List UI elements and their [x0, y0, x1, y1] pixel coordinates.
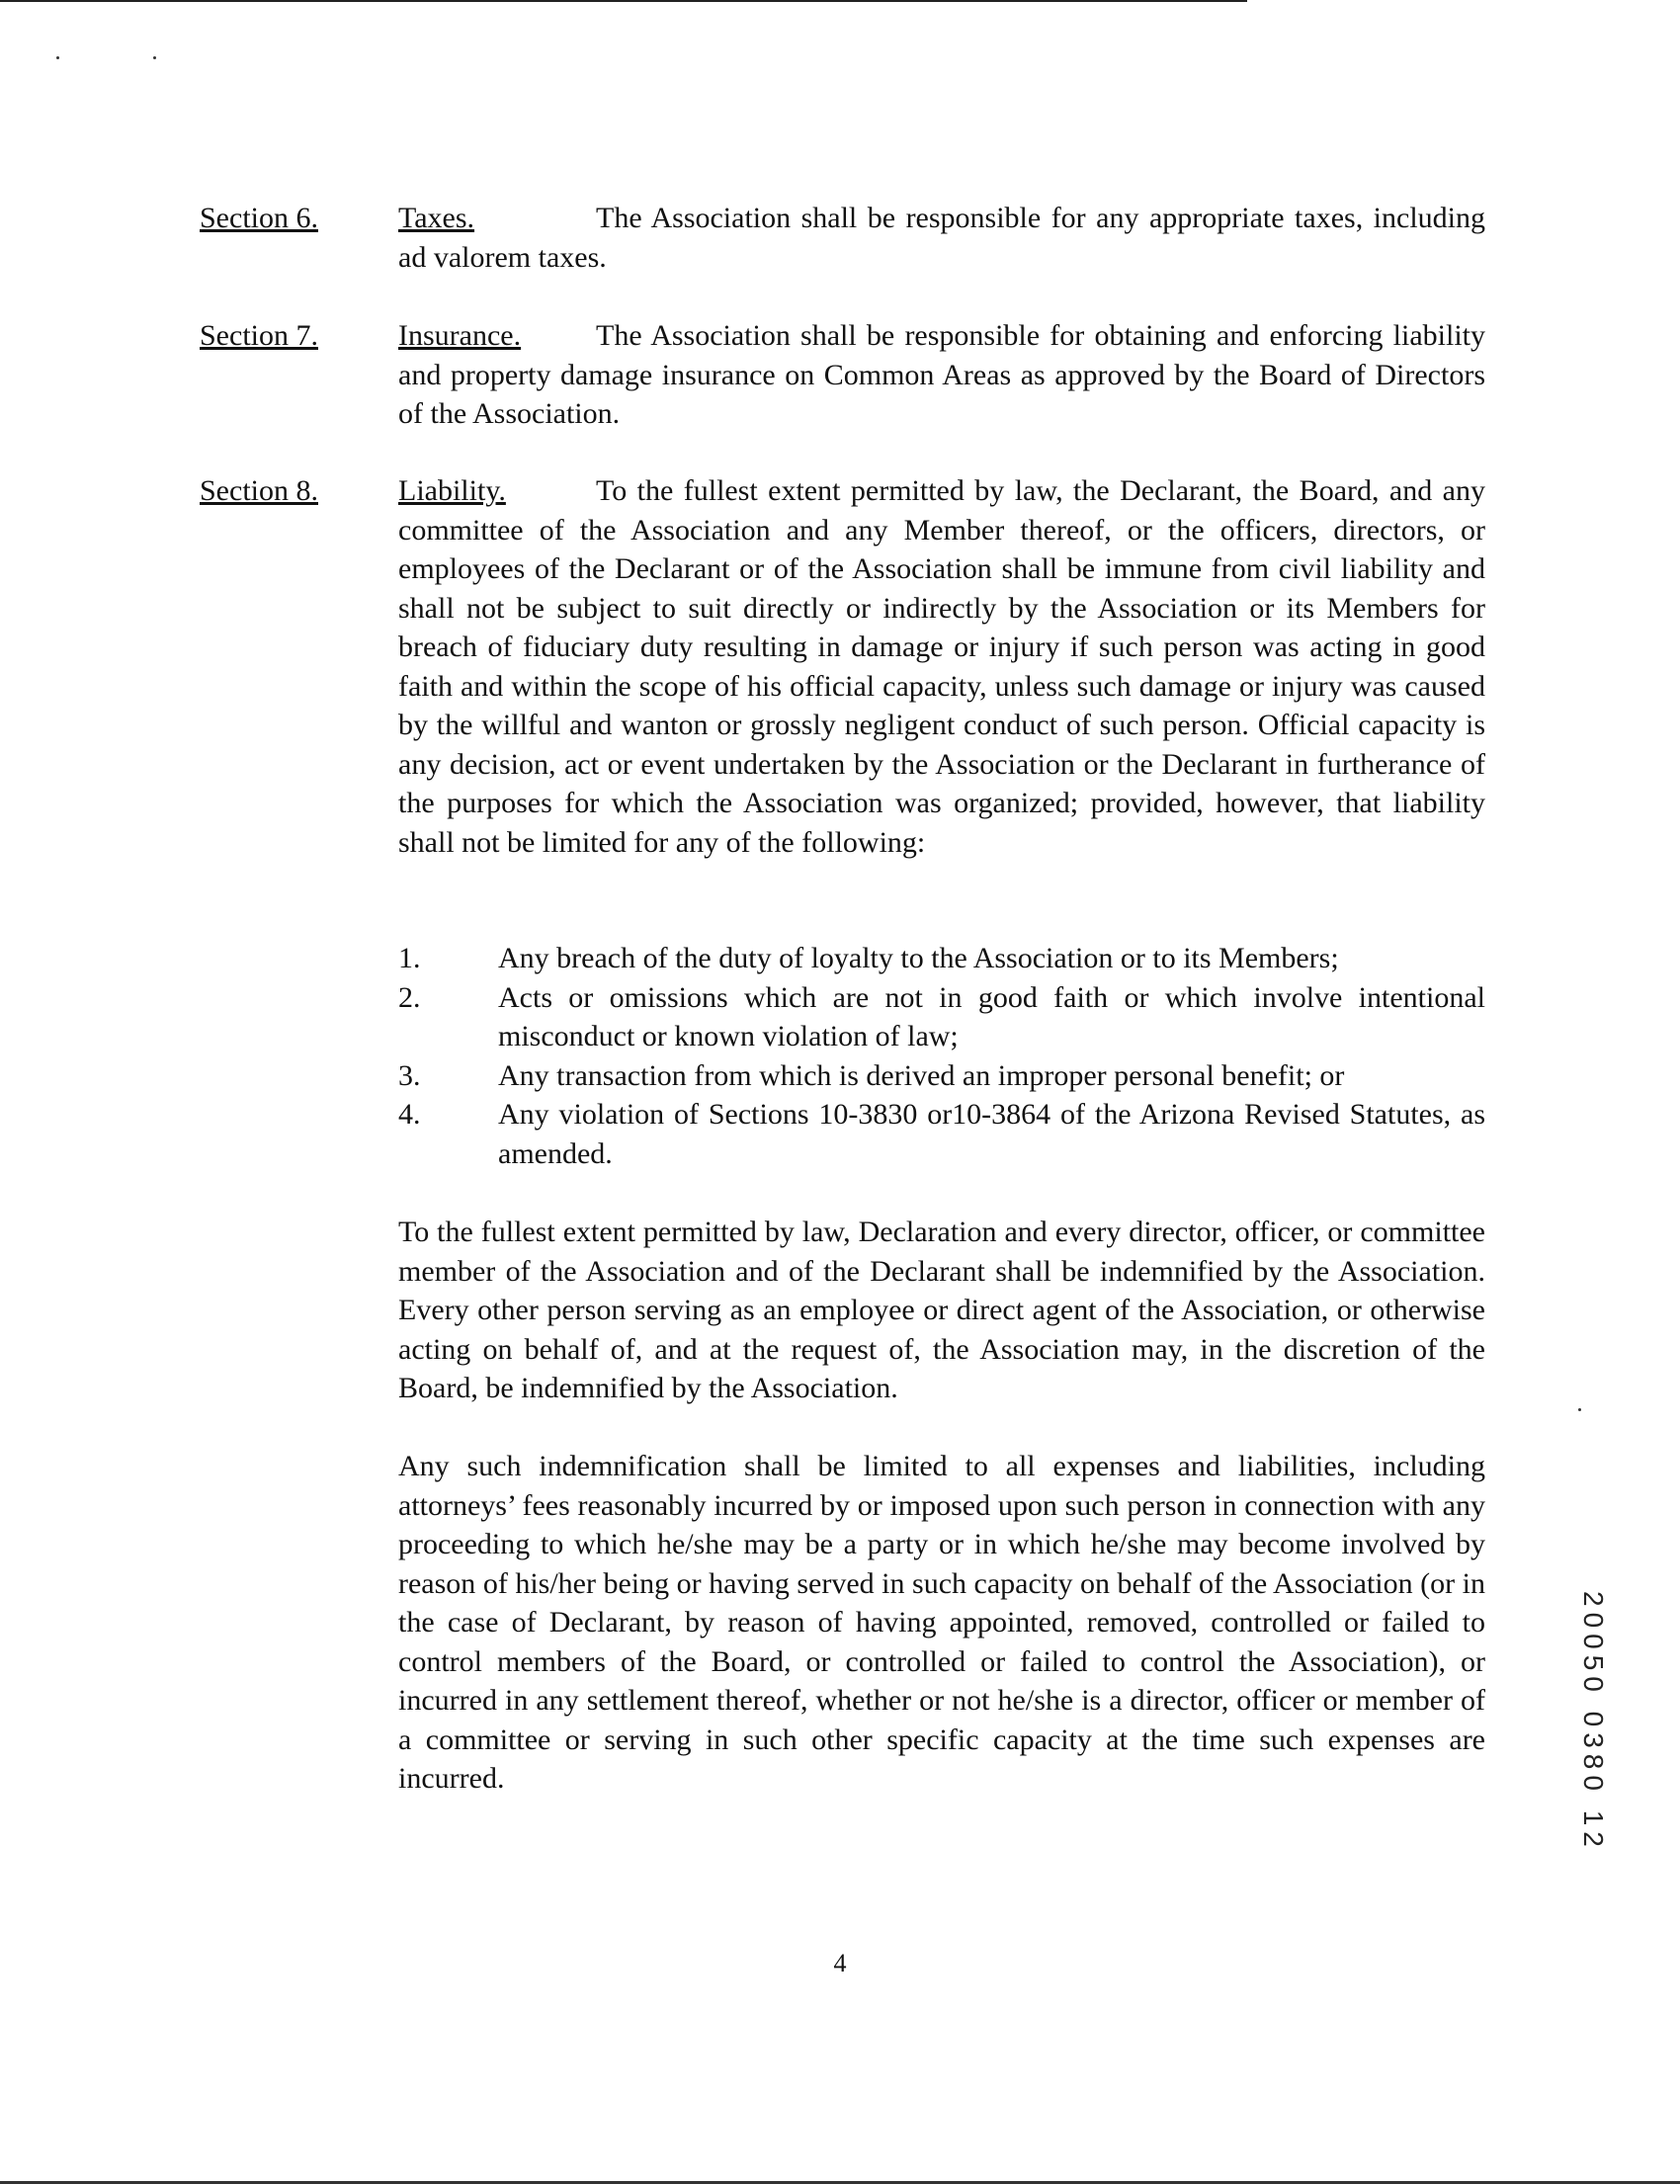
section-label: Section 8. — [200, 474, 318, 507]
indemnification-paragraph: To the fullest extent permitted by law, Declaration and every director, officer, or committee member of the Association and of the Declarant shall be indemnified by the Association. Every other person serving as an employee or direct agent of the Association, or otherwise acting on behalf of, and at the request of, the Association may, in the discretion of the Board, be indemnified by the Association. — [398, 1216, 1485, 1404]
scan-speck — [1578, 1408, 1581, 1411]
list-number: 3. — [398, 1058, 421, 1092]
section-text: The Association shall be responsible for obtaining and enforcing liability and property damage insurance on Common Areas as approved by the Board of Directors of the Association. — [398, 319, 1485, 430]
list-number: 2. — [398, 980, 421, 1014]
section-label: Section 7. — [200, 319, 318, 352]
section-body — [398, 199, 1485, 277]
list-number: 4. — [398, 1098, 421, 1131]
list-text: Any transaction from which is derived an improper personal benefit; or — [498, 1058, 1345, 1092]
indemnification-limits-paragraph: Any such indemnification shall be limited to all expenses and liabilities, including attorneys’ fees reasonably incurred by or imposed upon such person in connection with any proceeding to which he/she may be a party or in which he/she may become involved by reason of his/her being or having served in such capacity on behalf of the Association (or in the case of Declarant, by reason of having appointed, removed, controlled or failed to control members of the Board, or controlled or failed to control the Association), or incurred in any settlement thereof, whether or not he/she is a director, officer or member of a committee or serving in such other specific capacity at the time such expenses are incurred. — [398, 1450, 1485, 1795]
section-text: The Association shall be responsible for any appropriate taxes, including ad valorem taxes. — [398, 202, 1485, 274]
section-text: To the fullest extent permitted by law, the Declarant, the Board, and any committee of the Association and any Member thereof, or the officers, directors, or employees of the Declarant or of the Association shall be immune from civil liability and shall not be subject to suit directly or indirectly by the Association or its Members for breach of fiduciary duty resulting in damage or injury if such person was acting in good faith and within the scope of his official capacity, unless such damage or injury was caused by the willful and wanton or grossly negligent conduct of such person. Official capacity is any decision, act or event undertaken by the Association or the Declarant in furtherance of the purposes for which the Association was organized; provided, however, that liability shall not be limited for any of the following: — [398, 474, 1485, 859]
section-body — [398, 471, 1485, 862]
section-title: Insurance. — [398, 319, 522, 352]
list-item — [398, 939, 1485, 978]
list-item — [398, 1095, 1485, 1173]
section-7 — [200, 316, 1484, 435]
scan-speck — [153, 56, 156, 59]
page-number: 4 — [833, 1949, 847, 1977]
list-item — [398, 978, 1485, 1056]
section-title: Liability. — [398, 474, 506, 507]
section-title: Taxes. — [398, 202, 475, 234]
list-item — [398, 1056, 1485, 1096]
list-text: Any breach of the duty of loyalty to the Association or to its Members; — [498, 942, 1339, 974]
section-6 — [200, 199, 1484, 278]
liability-exceptions-list — [398, 939, 1485, 1173]
section-body — [398, 316, 1485, 434]
recording-stamp: 20050 0380 12 — [1578, 1591, 1609, 1853]
list-text: Acts or omissions which are not in good faith or which involve intentional misconduct or known violation of law; — [498, 980, 1485, 1052]
scan-edge-top — [0, 0, 1247, 2]
scan-speck — [56, 56, 59, 59]
section-8 — [200, 471, 1484, 906]
section-label: Section 6. — [200, 202, 318, 234]
list-text: Any violation of Sections 10-3830 or10-3864 of the Arizona Revised Statutes, as amended. — [498, 1098, 1485, 1170]
list-number: 1. — [398, 942, 421, 974]
